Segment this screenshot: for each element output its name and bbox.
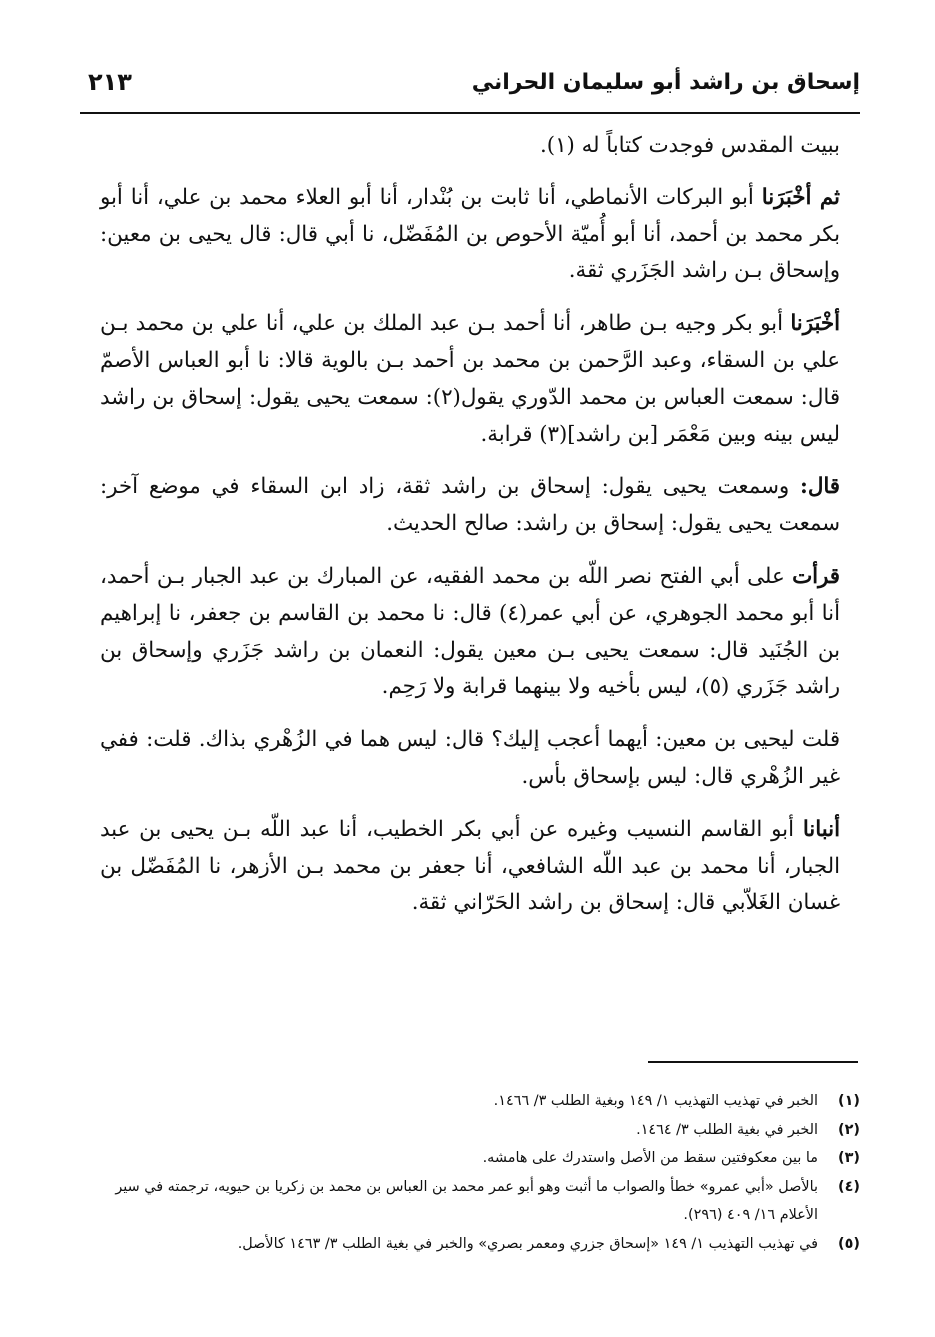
paragraph-body: ببيت المقدس فوجدت كتاباً له (١). — [539, 133, 840, 158]
footnote-text: ما بين معكوفتين سقط من الأصل واستدرك على هامشه. — [482, 1150, 818, 1166]
paragraph-lead: ثم أخْبَرَنا — [761, 184, 840, 210]
paragraph-lead: قال: — [799, 474, 840, 500]
footnote-text: الخبر في بغية الطلب ٣/ ١٤٦٤. — [636, 1121, 818, 1138]
paragraph-lead: قرأت — [792, 563, 840, 589]
paragraph-body: وسمعت يحيى يقول: إسحاق بن راشد ثقة، زاد ابن السقاء في موضع آخر: سمعت يحيى يقول: إسحاق بن راشد: صالح الحديث. — [100, 474, 840, 537]
footnote-text: في تهذيب التهذيب ١/ ١٤٩ «إسحاق جزري ومعمر بصري» والخبر في بغية الطلب ٣/ ١٤٦٣ كالأصل. — [237, 1235, 818, 1252]
footnote-number: (١) — [838, 1093, 860, 1109]
footnotes — [100, 1087, 860, 1258]
paragraph-body: أبو بكر وجيه بـن طاهر، أنا أحمد بـن عبد الملك بن علي، أنا علي بن محمد بـن علي بن السقاء، وعبد الرَّحمن بن محمد بن أحمد بـن بالوية قالا: نا أبو العباس الأصمّ قال: سمعت العباس بن محمد الدّوري يقول(٢): سمعت يحيى يقول: إسحاق بن راشد ليس بينه وبين مَعْمَر [بن راشد](٣) قرابة. — [100, 311, 840, 447]
footnote-5 — [100, 1230, 860, 1259]
page-header — [80, 62, 860, 114]
paragraph-lead: أنبانا — [802, 816, 840, 842]
running-title: إسحاق بن راشد أبو سليمان الحراني — [471, 70, 860, 95]
paragraph-7 — [100, 812, 840, 922]
paragraph-2 — [100, 180, 840, 290]
footnote-number: (٣) — [838, 1150, 860, 1166]
paragraph-body: أبو القاسم النسيب وغيره عن أبي بكر الخطيب، أنا عبد اللّه بـن يحيى بن عبد الجبار، أنا محمد بن عبد اللّه الشافعي، أنا جعفر بن محمد بـن الأزهر، نا المُفَضّل بن غسان الغَلاّبي قال: إسحاق بن راشد الحَرّاني ثقة. — [100, 816, 840, 916]
paragraph-3 — [100, 306, 840, 453]
paragraph-4 — [100, 469, 840, 543]
footnote-4 — [100, 1173, 860, 1230]
footnote-separator — [648, 1061, 858, 1063]
footnote-text: بالأصل «أبي عمرو» خطأ والصواب ما أثبت وهو أبو عمر محمد بن العباس بن محمد بن زكريا بن حيويه، ترجمته في سير الأعلام ١٦/ ٤٠٩ (٢٩٦). — [115, 1178, 818, 1223]
paragraph-1 — [100, 128, 840, 165]
footnote-1 — [100, 1087, 860, 1116]
footnote-number: (٤) — [838, 1178, 860, 1195]
paragraph-body: على أبي الفتح نصر اللّه بن محمد الفقيه، عن المبارك بن عبد الجبار بـن أحمد، أنا أبو محمد الجوهري، عن أبي عمر(٤) قال: نا محمد بن القاسم بن جعفر، نا إبراهيم بن الجُنَيد قال: سمعت يحيى بـن معين يقول: النعمان بن راشد جَزَري وإسحاق بن راشد جَزَري (٥)، ليس بأخيه ولا بينهما قرابة ولا رَحِم. — [100, 563, 841, 700]
page-number: ٢١٣ — [88, 68, 132, 96]
footnote-2 — [100, 1116, 860, 1145]
footnote-number: (٢) — [838, 1121, 860, 1138]
paragraph-body: قلت ليحيى بن معين: أيهما أعجب إليك؟ قال: ليس هما في الزُهْري بذاك. قلت: ففي غير الزُهْري قال: ليس بإسحاق بأس. — [100, 727, 840, 789]
footnote-text: الخبر في تهذيب التهذيب ١/ ١٤٩ وبغية الطلب ٣/ ١٤٦٦. — [493, 1093, 818, 1109]
paragraph-body: أبو البركات الأنماطي، أنا ثابت بن بُنْدار، أنا أبو العلاء محمد بن علي، أنا أبو بكر محمد بن أحمد، أنا أبو أُميّة الأحوص بن المُفَضّل، نا أبي قال: قال يحيى بن معين: وإسحاق بـن راشد الجَزَري ثقة. — [100, 184, 840, 284]
footnote-number: (٥) — [838, 1235, 860, 1252]
main-text — [100, 128, 840, 938]
footnote-3 — [100, 1144, 860, 1173]
paragraph-lead: أخْبَرَنا — [790, 311, 840, 337]
paragraph-5 — [100, 559, 840, 706]
paragraph-6 — [100, 722, 840, 796]
